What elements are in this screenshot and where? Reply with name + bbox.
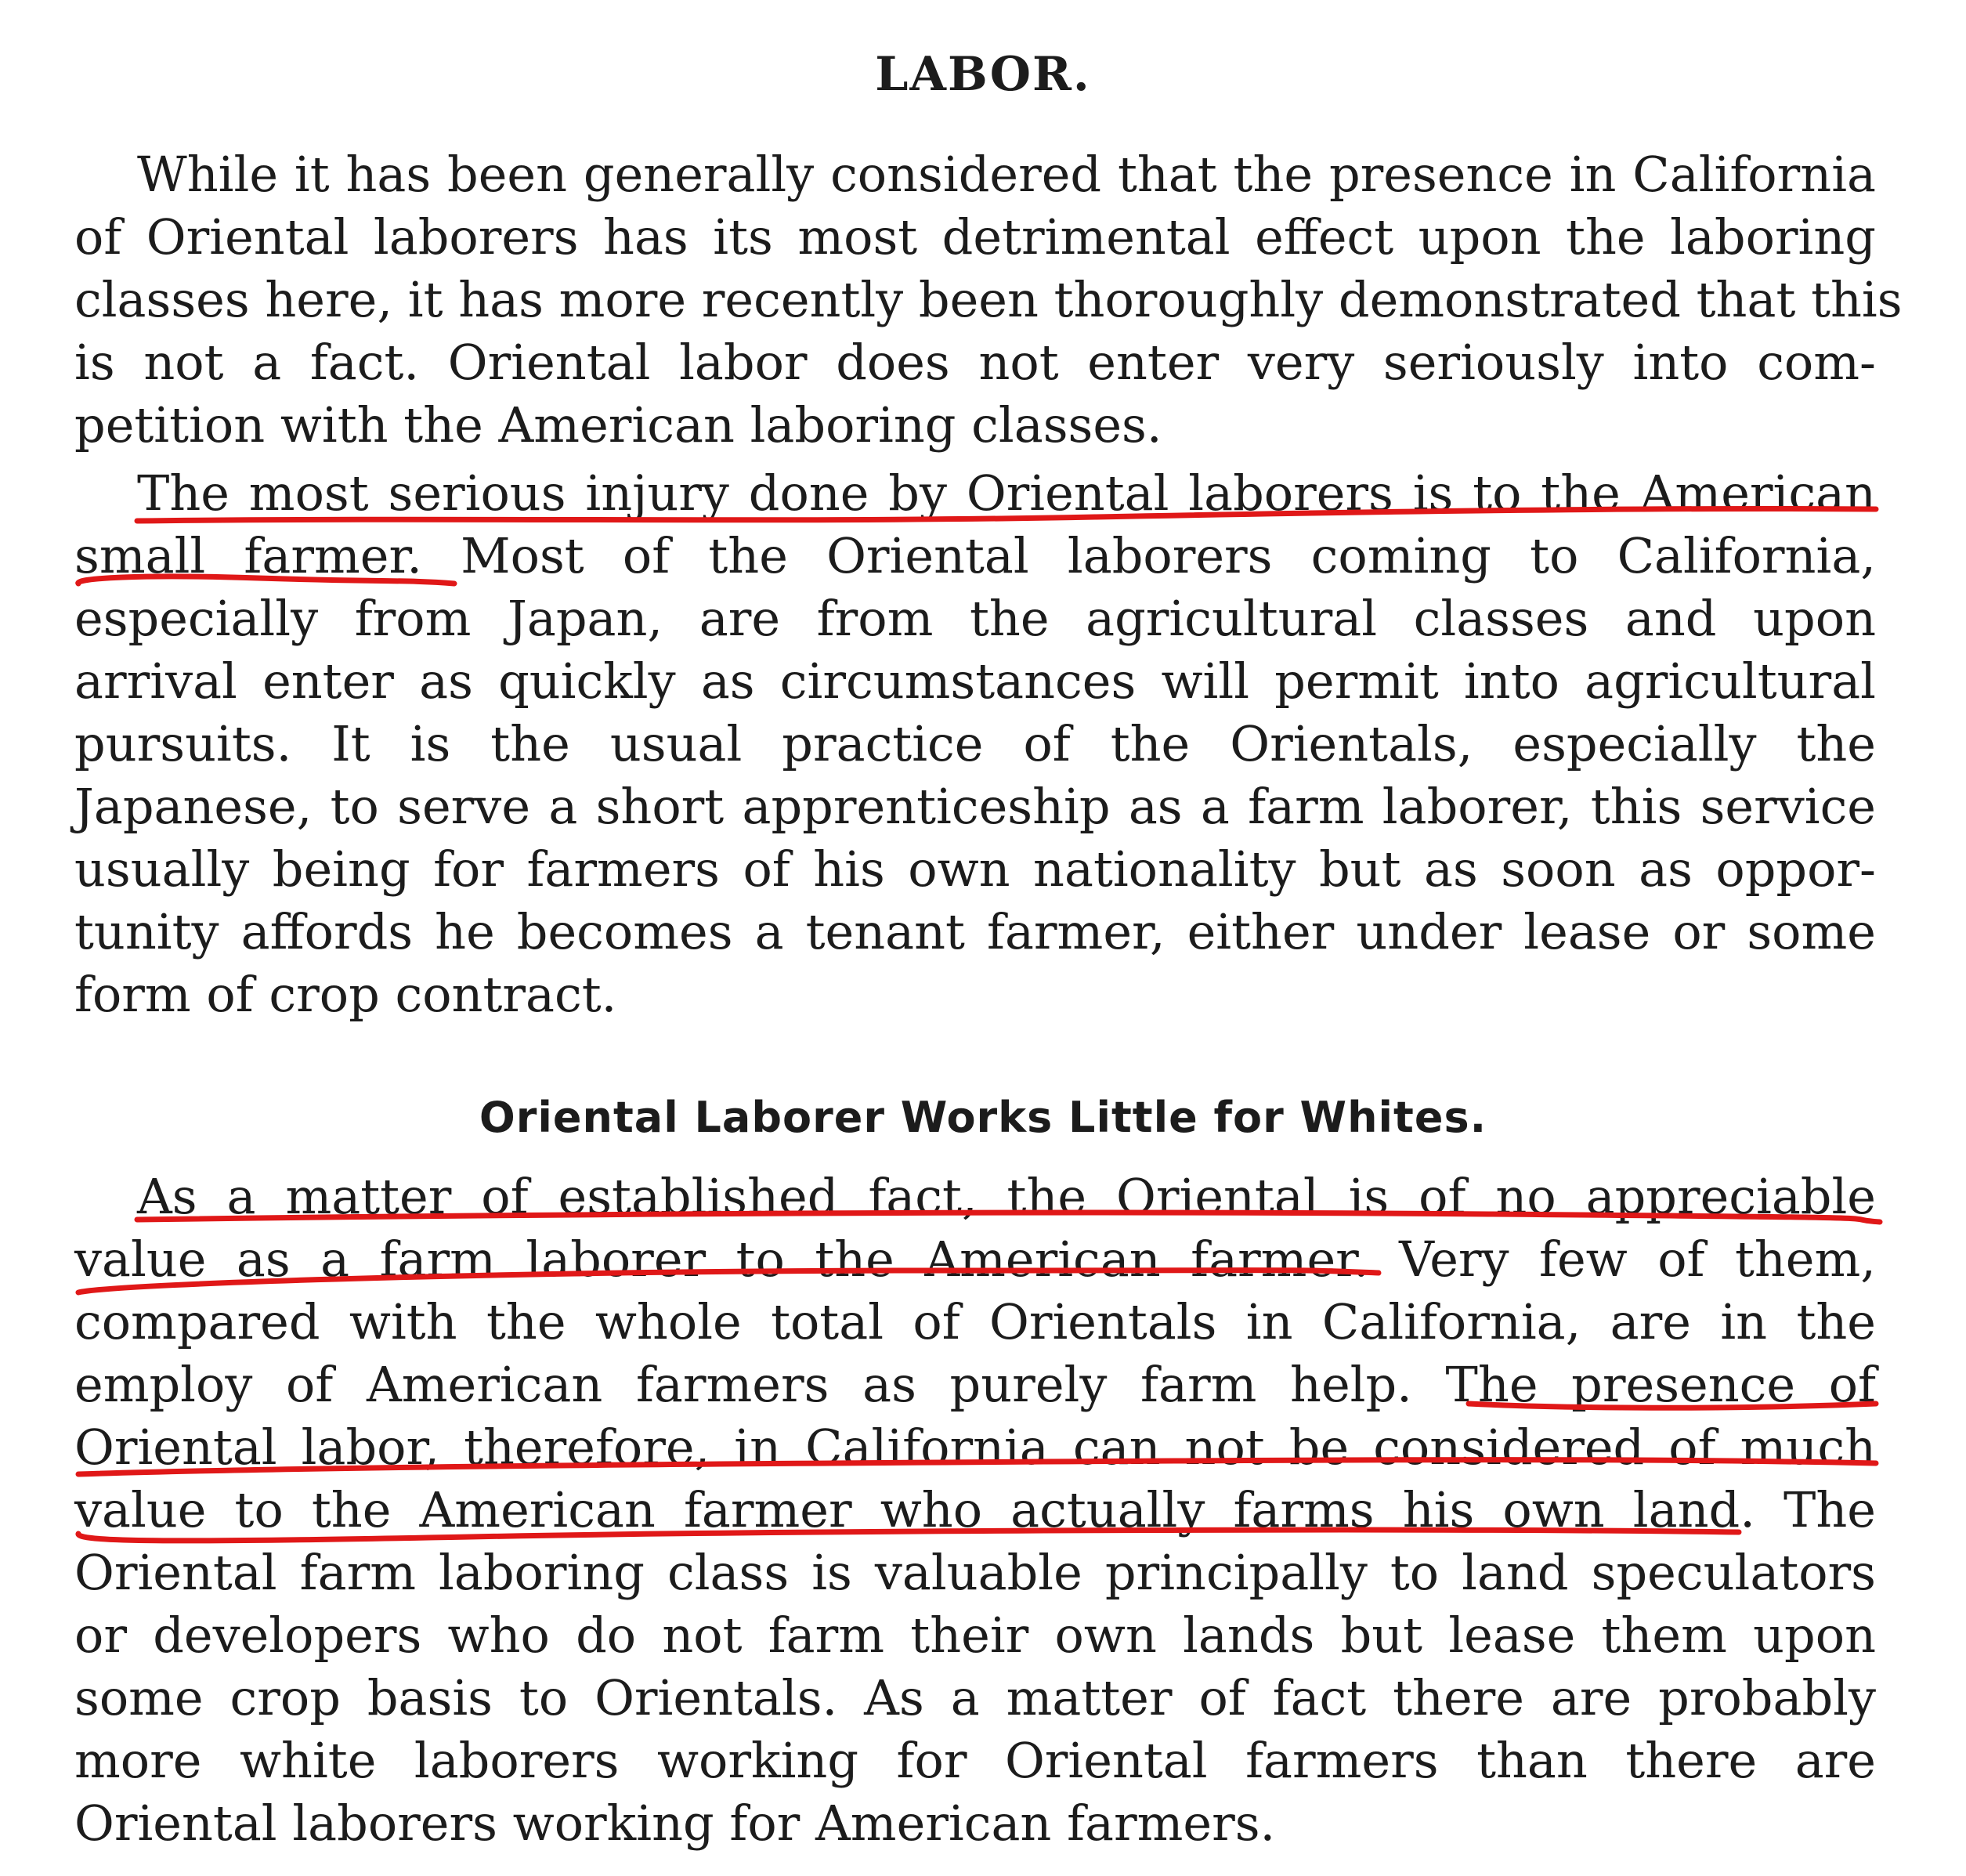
paragraph2-line-1: The most serious injury done by Oriental laborers is to the American (137, 464, 1876, 522)
paragraph3-line-3: compared with the whole total of Orientals in California, are in the (74, 1293, 1876, 1350)
paragraph3-line-6: value to the American farmer who actually farms his own land. The (74, 1481, 1876, 1538)
paragraph1-line-4: is not a fact. Oriental labor does not enter very seriously into com- (74, 334, 1876, 391)
paragraph3-line-7: Oriental farm laboring class is valuable principally to land speculators (74, 1544, 1876, 1601)
paragraph3-line-4: employ of American farmers as purely farm help. The presence of (74, 1356, 1876, 1413)
paragraph2-line-9: form of crop contract. (74, 966, 617, 1023)
paragraph1-line-2: of Oriental laborers has its most detrimental effect upon the laboring (74, 208, 1876, 266)
paragraph3-line-8: or developers who do not farm their own lands but lease them upon (74, 1607, 1876, 1664)
paragraph3-line-11: Oriental laborers working for American farmers. (74, 1795, 1276, 1852)
paragraph2-line-8: tunity affords he becomes a tenant farmer, either under lease or some (74, 903, 1876, 960)
paragraph2-line-7: usually being for farmers of his own nationality but as soon as oppor- (74, 840, 1876, 898)
paragraph1-line-3: classes here, it has more recently been thoroughly demonstrated that this (74, 271, 1903, 328)
paragraph3-line-2: value as a farm laborer to the American farmer. Very few of them, (74, 1231, 1876, 1288)
page-title: LABOR. (875, 47, 1091, 102)
paragraph2-line-3: especially from Japan, are from the agricultural classes and upon (74, 590, 1876, 647)
paragraph3-line-1: As a matter of established fact, the Oriental is of no appreciable (137, 1168, 1876, 1225)
paragraph3-line-9: some crop basis to Orientals. As a matter of fact there are probably (74, 1669, 1876, 1726)
paragraph1-line-5: petition with the American laboring classes. (74, 396, 1162, 454)
paragraph3-line-10: more white laborers working for Oriental farmers than there are (74, 1732, 1876, 1789)
paragraph3-line-5: Oriental labor, therefore, in California can not be considered of much (74, 1419, 1876, 1476)
paragraph2-line-5: pursuits. It is the usual practice of the Orientals, especially the (74, 715, 1876, 772)
paragraph2-line-4: arrival enter as quickly as circumstances will permit into agricultural (74, 652, 1876, 710)
paragraph1-line-1: While it has been generally considered that the presence in California (137, 146, 1876, 203)
paragraph2-line-6: Japanese, to serve a short apprenticeship as a farm laborer, this service (74, 778, 1876, 835)
paragraph2-line-2: small farmer. Most of the Oriental laborers coming to California, (74, 527, 1876, 584)
section-subheading: Oriental Laborer Works Little for Whites. (479, 1093, 1487, 1142)
